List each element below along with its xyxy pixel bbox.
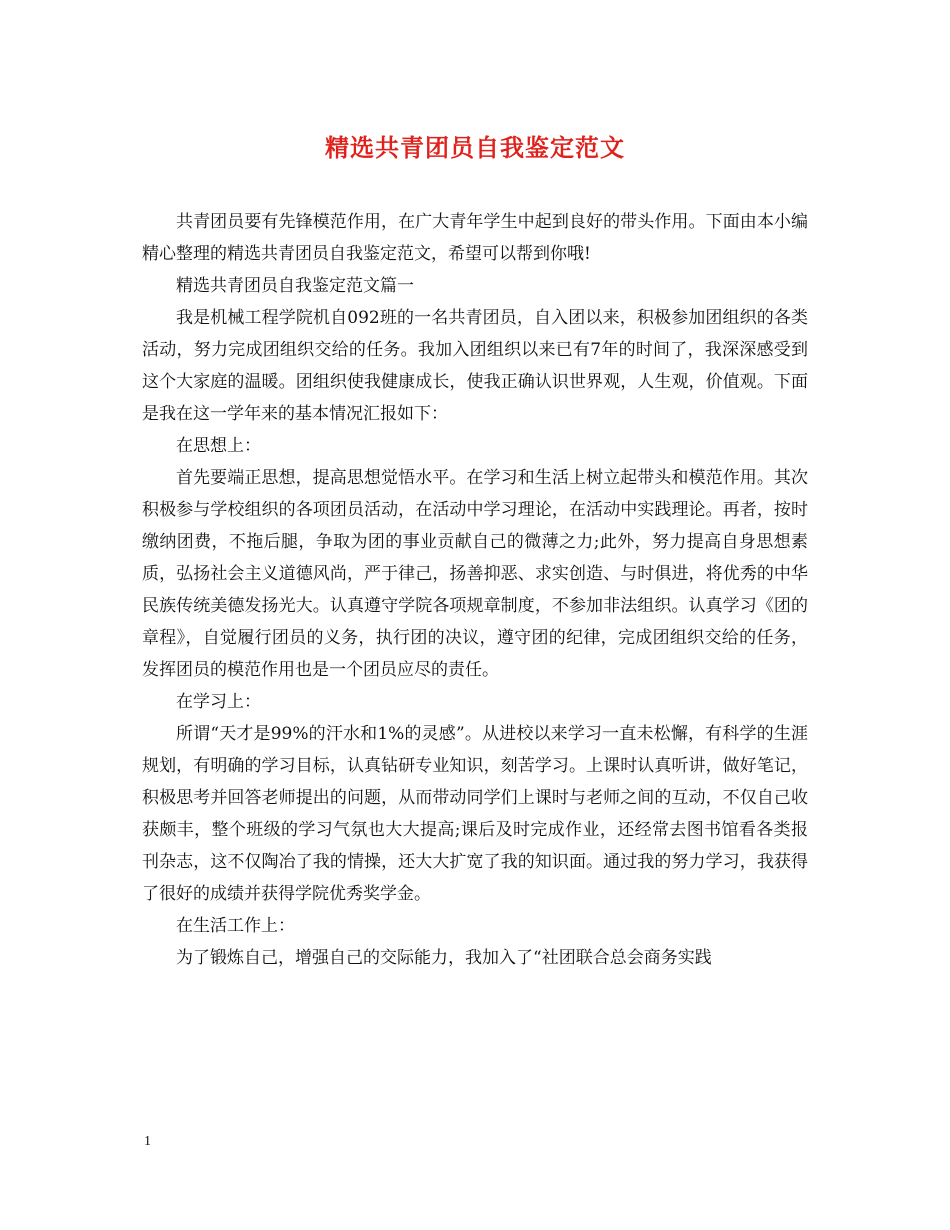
document-body — [142, 206, 808, 974]
paragraph-intro: 共青团员要有先锋模范作用，在广大青年学生中起到良好的带头作用。下面由本小编精心整理的精选共青团员自我鉴定范文，希望可以帮到你哦! — [142, 212, 808, 264]
page-number: 1 — [144, 1134, 151, 1149]
subsection-heading: 在学习上： — [176, 692, 261, 712]
paragraph: 所谓“天才是99%的汗水和1%的灵感”。从进校以来学习一直未松懈，有科学的生涯规划，有明确的学习目标，认真钻研专业知识，刻苦学习。上课时认真听讲，做好笔记，积极思考并回答老师提出的问题，从而带动同学们上课时与老师之间的互动，不仅自己收获颇丰，整个班级的学习气氛也大大提高;课后及时完成作业，还经常去图书馆看各类报刊杂志，这不仅陶冶了我的情操，还大大扩宽了我的知识面。通过我的努力学习，我获得了很好的成绩并获得学院优秀奖学金。 — [142, 724, 808, 904]
subsection-heading: 在思想上： — [176, 436, 261, 456]
document-title: 精选共青团员自我鉴定范文 — [325, 133, 625, 162]
paragraph: 首先要端正思想，提高思想觉悟水平。在学习和生活上树立起带头和模范作用。其次积极参与学校组织的各项团员活动，在活动中学习理论，在活动中实践理论。再者，按时缴纳团费，不拖后腿，争取为团的事业贡献自己的微薄之力;此外，努力提高自身思想素质，弘扬社会主义道德风尚，严于律己，扬善抑恶、求实创造、与时俱进，将优秀的中华民族传统美德发扬光大。认真遵守学院各项规章制度，不参加非法组织。认真学习《团的章程》，自觉履行团员的义务，执行团的决议，遵守团的纪律，完成团组织交给的任务，发挥团员的模范作用也是一个团员应尽的责任。 — [142, 468, 808, 680]
paragraph: 为了锻炼自己，增强自己的交际能力，我加入了“社团联合总会商务实践 — [176, 948, 712, 968]
paragraph: 我是机械工程学院机自092班的一名共青团员，自入团以来，积极参加团组织的各类活动，努力完成团组织交给的任务。我加入团组织以来已有7年的时间了，我深深感受到这个大家庭的温暖。团组织使我健康成长，使我正确认识世界观，人生观，价值观。下面是我在这一学年来的基本情况汇报如下： — [142, 308, 808, 424]
section-heading: 精选共青团员自我鉴定范文篇一 — [176, 276, 414, 296]
subsection-heading: 在生活工作上： — [176, 916, 295, 936]
